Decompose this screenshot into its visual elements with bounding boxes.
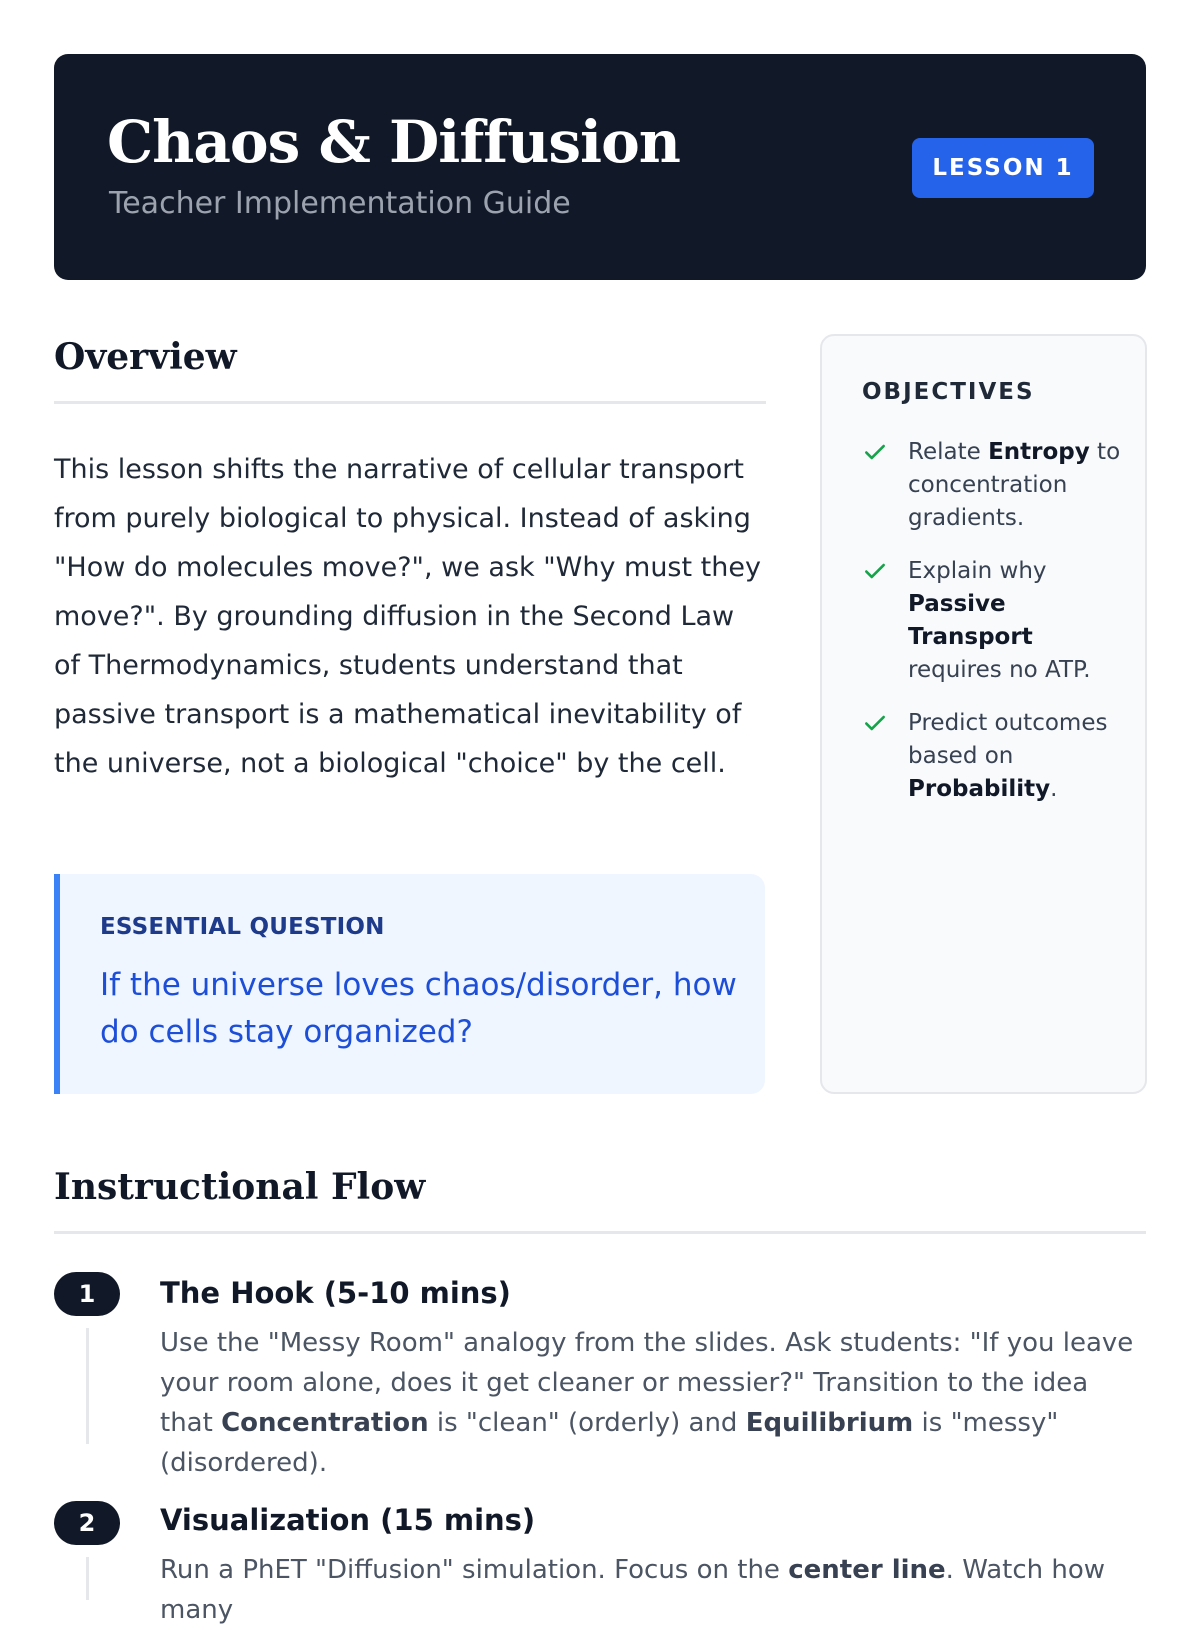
step-title: The Hook (5-10 mins) bbox=[160, 1276, 511, 1310]
objective-item bbox=[862, 707, 1122, 806]
step-keyword: center line bbox=[788, 1555, 946, 1585]
step-number-badge: 2 bbox=[54, 1501, 120, 1545]
objective-keyword: Entropy bbox=[988, 439, 1090, 465]
step-keyword: Equilibrium bbox=[745, 1408, 914, 1438]
essential-question-label: ESSENTIAL QUESTION bbox=[100, 914, 385, 940]
objective-item bbox=[862, 555, 1122, 687]
essential-question-callout bbox=[54, 874, 765, 1094]
check-icon bbox=[862, 710, 888, 736]
step-number-badge: 1 bbox=[54, 1272, 120, 1316]
objective-text: requires no ATP. bbox=[908, 657, 1091, 683]
check-icon bbox=[862, 558, 888, 584]
step-description: Run a PhET "Diffusion" simulation. Focus on the center line. Watch how many bbox=[160, 1555, 1106, 1625]
step-description: Use the "Messy Room" analogy from the slides. Ask students: "If you leave your room alone, does it get cleaner or messier?" Transition to the idea that Concentration is "clean" (orderly) and Equilibrium is "messy" (disordered). bbox=[160, 1328, 1134, 1478]
page-title: Chaos & Diffusion bbox=[107, 108, 680, 176]
overview-divider bbox=[54, 401, 766, 404]
step-connector bbox=[86, 1557, 89, 1600]
flow-divider bbox=[54, 1231, 1146, 1234]
objective-text: Explain why bbox=[908, 558, 1047, 584]
step-connector bbox=[86, 1328, 89, 1444]
instructional-flow-heading: Instructional Flow bbox=[54, 1166, 426, 1208]
overview-heading: Overview bbox=[54, 336, 237, 378]
page-subtitle: Teacher Implementation Guide bbox=[109, 186, 571, 221]
objective-text: Predict outcomes based on bbox=[908, 710, 1108, 769]
objectives-panel bbox=[820, 334, 1147, 1094]
objective-text: . bbox=[1050, 776, 1058, 802]
objective-keyword: Probability bbox=[908, 776, 1051, 802]
objective-text: to concentration gradients. bbox=[908, 439, 1121, 531]
overview-paragraph: This lesson shifts the narrative of cellular transport from purely biological to physical. Instead of asking "How do molecules move?", we ask "Why must they move?". By grounding diffusion in the Second Law of Thermodynamics, students understand that passive transport is a mathematical inevitability of the universe, not a biological "choice" by the cell. bbox=[54, 454, 761, 779]
objective-item bbox=[862, 436, 1122, 535]
step-keyword: Concentration bbox=[221, 1408, 429, 1438]
objectives-list bbox=[862, 436, 1122, 826]
lesson-badge: LESSON 1 bbox=[912, 138, 1094, 198]
step-title: Visualization (15 mins) bbox=[160, 1503, 536, 1537]
lesson-header bbox=[54, 54, 1146, 280]
essential-question-text: If the universe loves chaos/disorder, how do cells stay organized? bbox=[100, 967, 737, 1050]
objective-keyword: Passive Transport bbox=[908, 591, 1033, 650]
objectives-heading: OBJECTIVES bbox=[862, 379, 1035, 405]
check-icon bbox=[862, 439, 888, 465]
objective-text: Relate bbox=[908, 439, 989, 465]
